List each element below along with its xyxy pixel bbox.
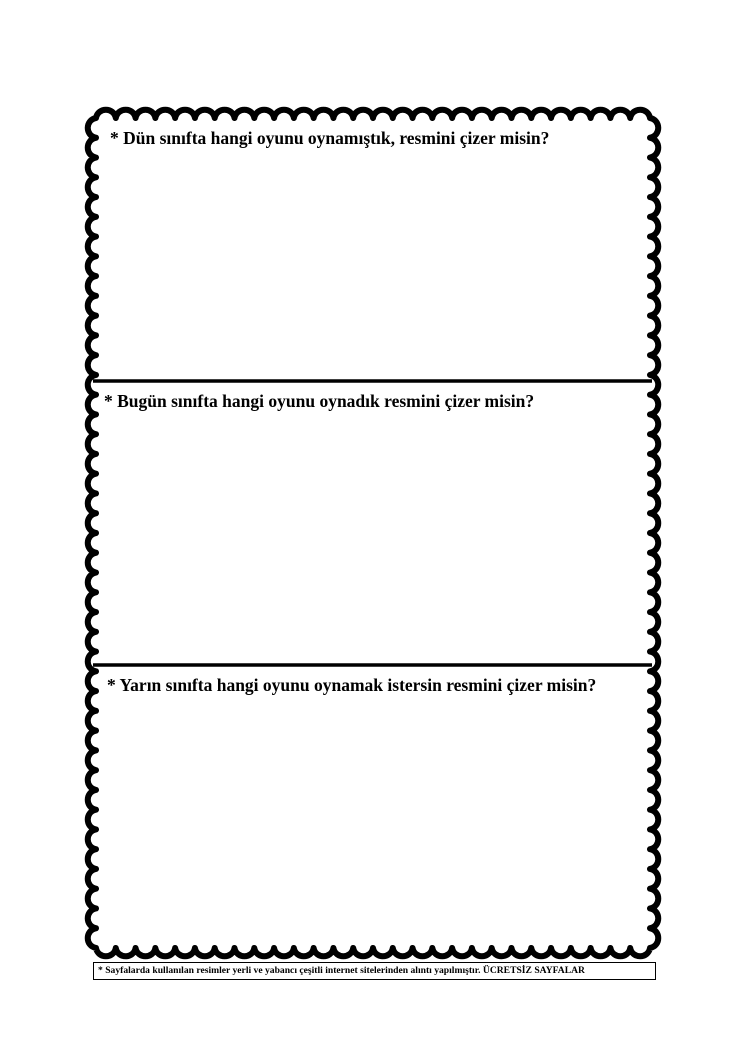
drawing-area-yesterday[interactable] [100,158,646,374]
drawing-area-tomorrow[interactable] [100,704,646,942]
drawing-area-today[interactable] [100,420,646,658]
question-yesterday-game: * Dün sınıfta hangi oyunu oynamıştık, resmini çizer misin? [110,128,550,148]
question-today-game: * Bugün sınıfta hangi oyunu oynadık resmini çizer misin? [104,391,535,411]
footer-note: * Sayfalarda kullanılan resimler yerli ve yabancı çeşitli internet sitelerinden alıntı yapılmıştır. ÜCRETSİZ SAYFALAR [93,962,656,980]
question-tomorrow-game: * Yarın sınıfta hangi oyunu oynamak istersin resmini çizer misin? [107,675,597,695]
